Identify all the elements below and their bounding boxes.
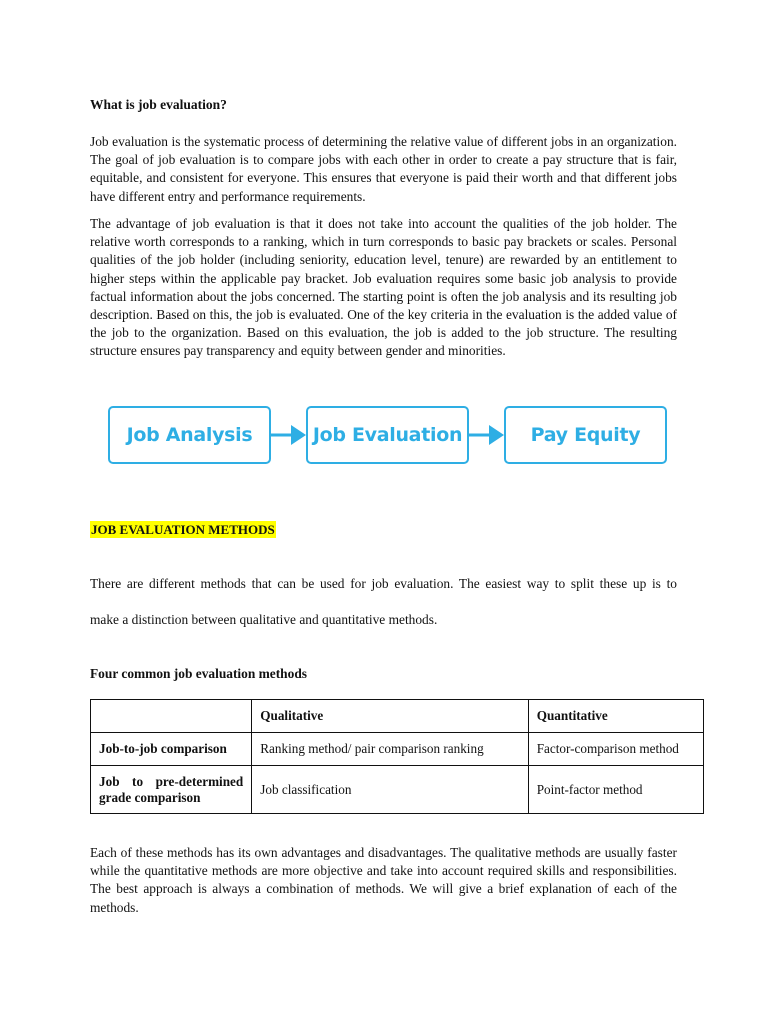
table-header-cell <box>91 700 252 733</box>
page-heading: What is job evaluation? <box>90 97 227 112</box>
table-cell: Point-factor method <box>528 766 703 814</box>
table-header-cell: Qualitative <box>252 700 528 733</box>
table-header-cell: Quantitative <box>528 700 703 733</box>
flow-step-pay-equity: Pay Equity <box>504 406 667 464</box>
table-cell: Job classification <box>252 766 528 814</box>
methods-intro-line-1: There are different methods that can be used for job evaluation. The easiest way to split these up is to <box>90 576 677 591</box>
methods-intro-line-2: make a distinction between qualitative and quantitative methods. <box>90 612 438 627</box>
arrow-right-icon <box>469 423 505 447</box>
table-row-label: Job to pre-determined grade comparison <box>91 766 252 814</box>
advantage-paragraph: The advantage of job evaluation is that it does not take into account the qualities of the job holder. The relative worth corresponds to a ranking, which in turn corresponds to basic pay brackets or scales. Personal qualities of the job holder (including seniority, education level, tenure) are rewarded by an entitlement to higher steps within the applicable pay bracket. Job evaluation requires some basic job analysis to provide factual information about the jobs concerned. The starting point is often the job analysis and its resulting job description. Based on this, the job is evaluated. One of the key criteria in the evaluation is the added value of the job to the organization. Based on this evaluation, the job is added to the job structure. The resulting structure ensures pay transparency and equity between gender and minorities. <box>90 216 677 359</box>
methods-table <box>90 699 704 814</box>
arrow-right-icon <box>271 423 307 447</box>
flow-step-job-evaluation: Job Evaluation <box>306 406 469 464</box>
table-row-label: Job-to-job comparison <box>91 733 252 766</box>
table-title: Four common job evaluation methods <box>90 666 307 681</box>
flow-step-job-analysis: Job Analysis <box>108 406 271 464</box>
section-title-highlighted: JOB EVALUATION METHODS <box>91 522 275 537</box>
table-cell: Factor-comparison method <box>528 733 703 766</box>
table-cell: Ranking method/ pair comparison ranking <box>252 733 528 766</box>
intro-paragraph: Job evaluation is the systematic process of determining the relative value of different jobs in an organization. The goal of job evaluation is to compare jobs with each other in order to create a pay structure that is fair, equitable, and consistent for everyone. This ensures that everyone is paid their worth and that different jobs have different entry and performance requirements. <box>90 134 677 204</box>
table-row <box>91 766 704 814</box>
process-flow-diagram <box>108 406 668 468</box>
table-row <box>91 733 704 766</box>
conclusion-paragraph: Each of these methods has its own advantages and disadvantages. The qualitative methods are usually faster while the quantitative methods are more objective and take into account required skills and responsibilities. The best approach is always a combination of methods. We will give a brief explanation of each of the methods. <box>90 845 677 915</box>
table-header-row <box>91 700 704 733</box>
